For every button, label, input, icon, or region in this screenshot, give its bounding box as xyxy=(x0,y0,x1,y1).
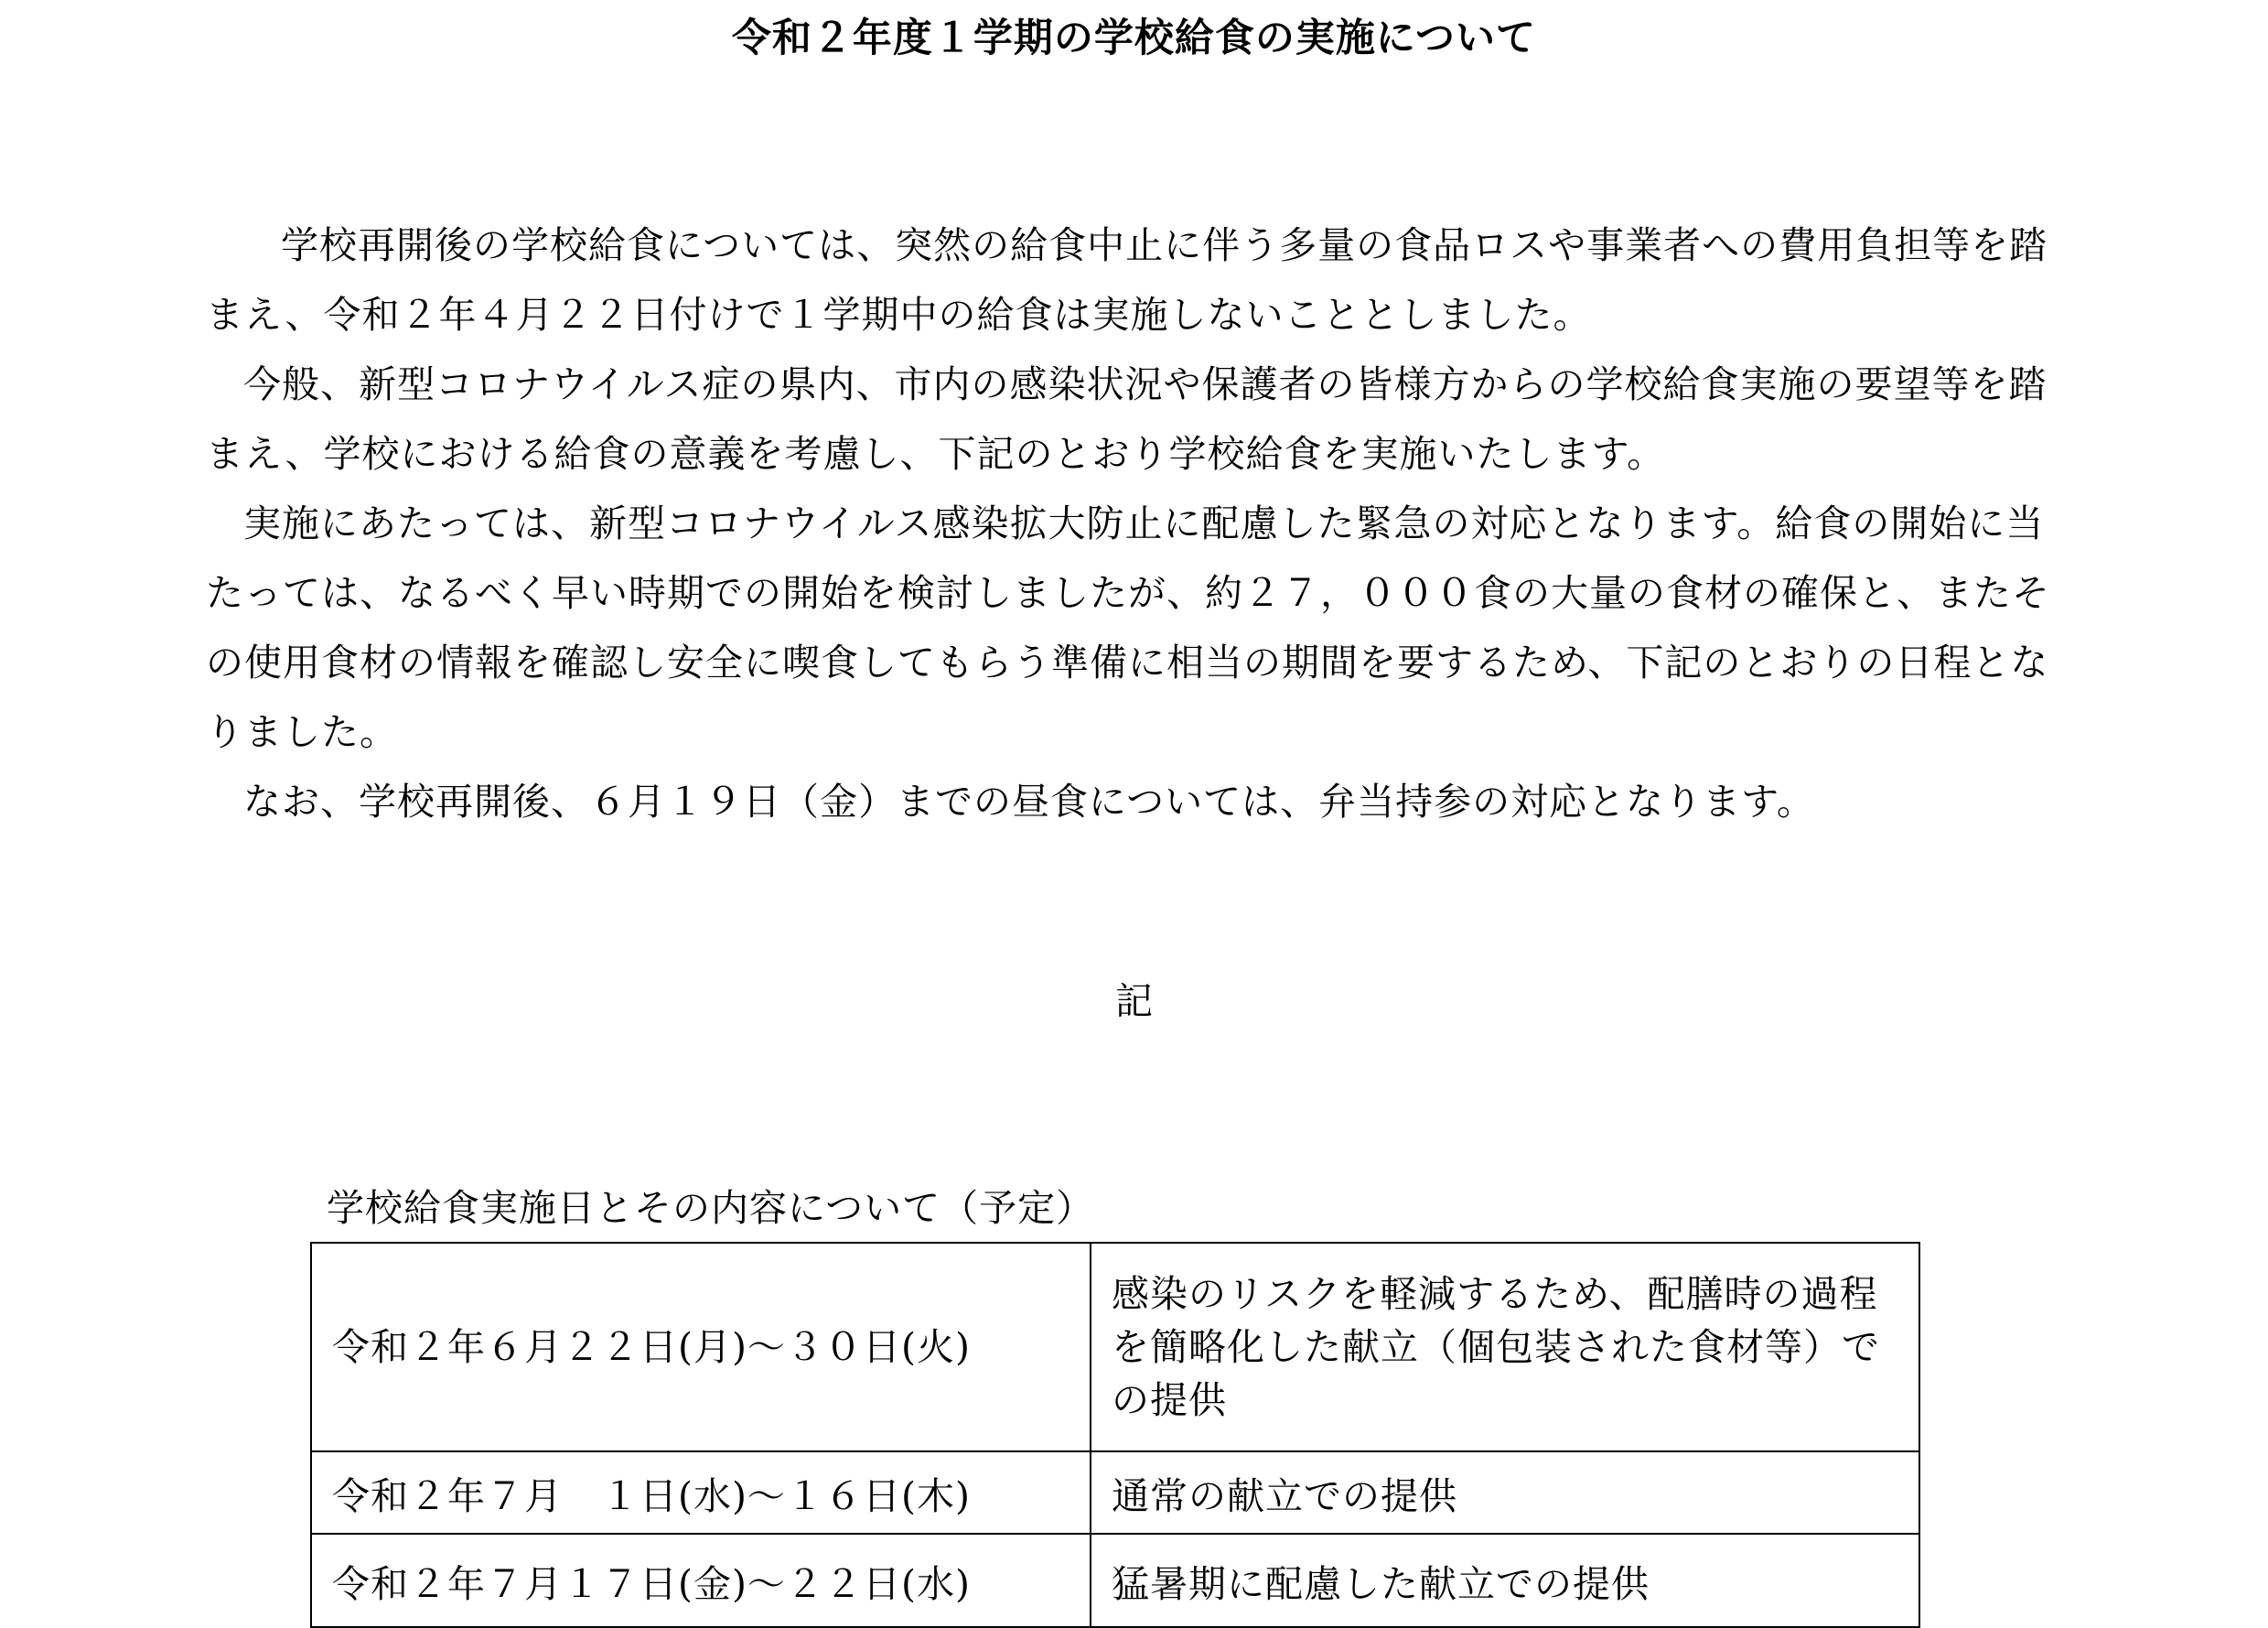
document-title: 令和２年度１学期の学校給食の実施について xyxy=(731,16,1537,61)
schedule-date-cell: 令和２年７月１７日(金)～２２日(水) xyxy=(311,1534,1091,1627)
paragraph-2: 今般、新型コロナウイルス症の県内、市内の感染状況や保護者の皆様方からの学校給食実施の要望等を踏まえ、学校における給食の意義を考慮し、下記のとおり学校給食を実施いたします。 xyxy=(206,362,2048,476)
paragraph-3: 実施にあたっては、新型コロナウイルス感染拡大防止に配慮した緊急の対応となります。給食の開始に当たっては、なるべく早い時期での開始を検討しましたが、約２７，０００食の大量の食材の確保と、またその使用食材の情報を確認し安全に喫食してもらう準備に相当の期間を要するため、下記のとおりの日程となりました。 xyxy=(206,501,2050,754)
schedule-date-cell: 令和２年６月２２日(月)～３０日(火) xyxy=(311,1243,1091,1451)
paragraph-4: なお、学校再開後、６月１９日（金）までの昼食については、弁当持参の対応となります。 xyxy=(243,780,1815,824)
schedule-date-cell: 令和２年７月 １日(水)～１６日(木) xyxy=(311,1451,1091,1534)
table-row xyxy=(311,1534,1919,1627)
table-caption: 学校給食実施日とその内容について（予定） xyxy=(327,1186,1095,1230)
schedule-content-cell: 感染のリスクを軽減するため、配膳時の過程を簡略化した献立（個包装された食材等）での提供 xyxy=(1091,1243,1919,1451)
schedule-content-cell: 猛暑期に配慮した献立での提供 xyxy=(1091,1534,1919,1627)
schedule-table xyxy=(310,1242,1920,1628)
paragraph-1: 学校再開後の学校給食については、突然の給食中止に伴う多量の食品ロスや事業者への費用負担等を踏まえ、令和２年４月２２日付けで１学期中の給食は実施しないこととしました。 xyxy=(206,223,2048,337)
schedule-content-cell: 通常の献立での提供 xyxy=(1091,1451,1919,1534)
table-row xyxy=(311,1451,1919,1534)
body-text xyxy=(206,210,2072,836)
ki-heading: 記 xyxy=(1115,979,1153,1023)
table-row xyxy=(311,1243,1919,1451)
